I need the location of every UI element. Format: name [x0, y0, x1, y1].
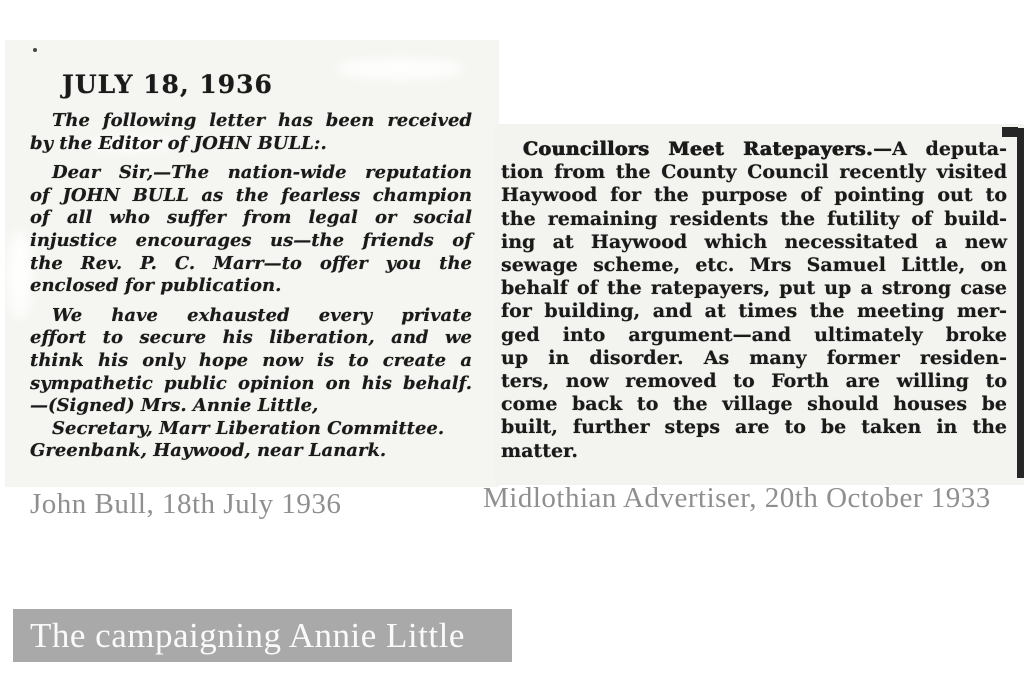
clipping-line: by the Editor of JOHN BULL:.: [30, 132, 327, 154]
clipping-line: effort to secure his liberation, and we: [30, 327, 472, 349]
clipping-line: ing at Haywood which necessitated a new: [501, 230, 1007, 253]
clipping-headline: Councillors Meet Ratepayers.: [523, 138, 874, 160]
clipping-line: think his only hope now is to create a: [30, 349, 472, 371]
clipping-line: Haywood for the purpose of pointing out to: [501, 184, 1007, 207]
clipping-line: the Rev. P. C. Marr—to offer you the: [30, 252, 472, 274]
scan-edge-artifact: [1017, 128, 1024, 478]
clipping-line: injustice encourages us—the friends of: [30, 229, 472, 251]
clipping-line: built, further steps are to be taken in the: [501, 416, 1007, 439]
clipping-line: come back to the village should houses be: [501, 393, 1007, 416]
clipping-body-left: [30, 110, 472, 463]
slide-title: The campaigning Annie Little: [30, 615, 465, 655]
clipping-line: the remaining residents the futility of build-: [501, 207, 1007, 230]
clipping-line: for building, and at times the meeting mer-: [501, 300, 1007, 323]
clipping-line: Secretary, Marr Liberation Committee.: [52, 417, 445, 439]
clipping-line: ged into argument—and ultimately broke: [501, 323, 1007, 346]
clipping-line: of all who suffer from legal or social: [30, 207, 472, 229]
slide-title-bar: [13, 609, 512, 662]
clipping-line: sympathetic public opinion on his behalf.: [30, 372, 472, 394]
clipping-line: ters, now removed to Forth are willing to: [501, 370, 1007, 393]
clipping-line: —(Signed) Mrs. Annie Little,: [30, 395, 319, 417]
newspaper-clipping-midlothian: [495, 124, 1024, 485]
caption-john-bull: John Bull, 18th July 1936: [30, 488, 342, 520]
caption-midlothian: Midlothian Advertiser, 20th October 1933: [483, 482, 991, 514]
clipping-line: We have exhausted every private: [52, 304, 472, 326]
clipping-line: behalf of the ratepayers, put up a strong case: [501, 277, 1007, 300]
clipping-line: The following letter has been received: [52, 110, 472, 131]
clipping-line: tion from the County Council recently visited: [501, 161, 1007, 184]
clipping-line: sewage scheme, etc. Mrs Samuel Little, on: [501, 254, 1007, 277]
clipping-line: matter.: [501, 439, 578, 462]
clipping-line: up in disorder. As many former residen-: [501, 346, 1007, 369]
clipping-line: enclosed for publication.: [30, 275, 282, 297]
scan-blotch: [335, 58, 465, 80]
clipping-line: Councillors Meet Ratepayers.—A deputa-: [523, 138, 1007, 160]
scan-speck: [33, 48, 37, 52]
clipping-body-right: [501, 138, 1007, 463]
clipping-line: Dear Sir,—The nation-wide reputation: [52, 162, 472, 184]
clipping-date-heading: JULY 18, 1936: [62, 70, 273, 99]
scan-edge-artifact: [1002, 127, 1018, 137]
clipping-line: Greenbank, Haywood, near Lanark.: [30, 440, 387, 462]
clipping-line: of JOHN BULL as the fearless champion: [30, 184, 472, 206]
newspaper-clipping-john-bull: [5, 40, 499, 487]
